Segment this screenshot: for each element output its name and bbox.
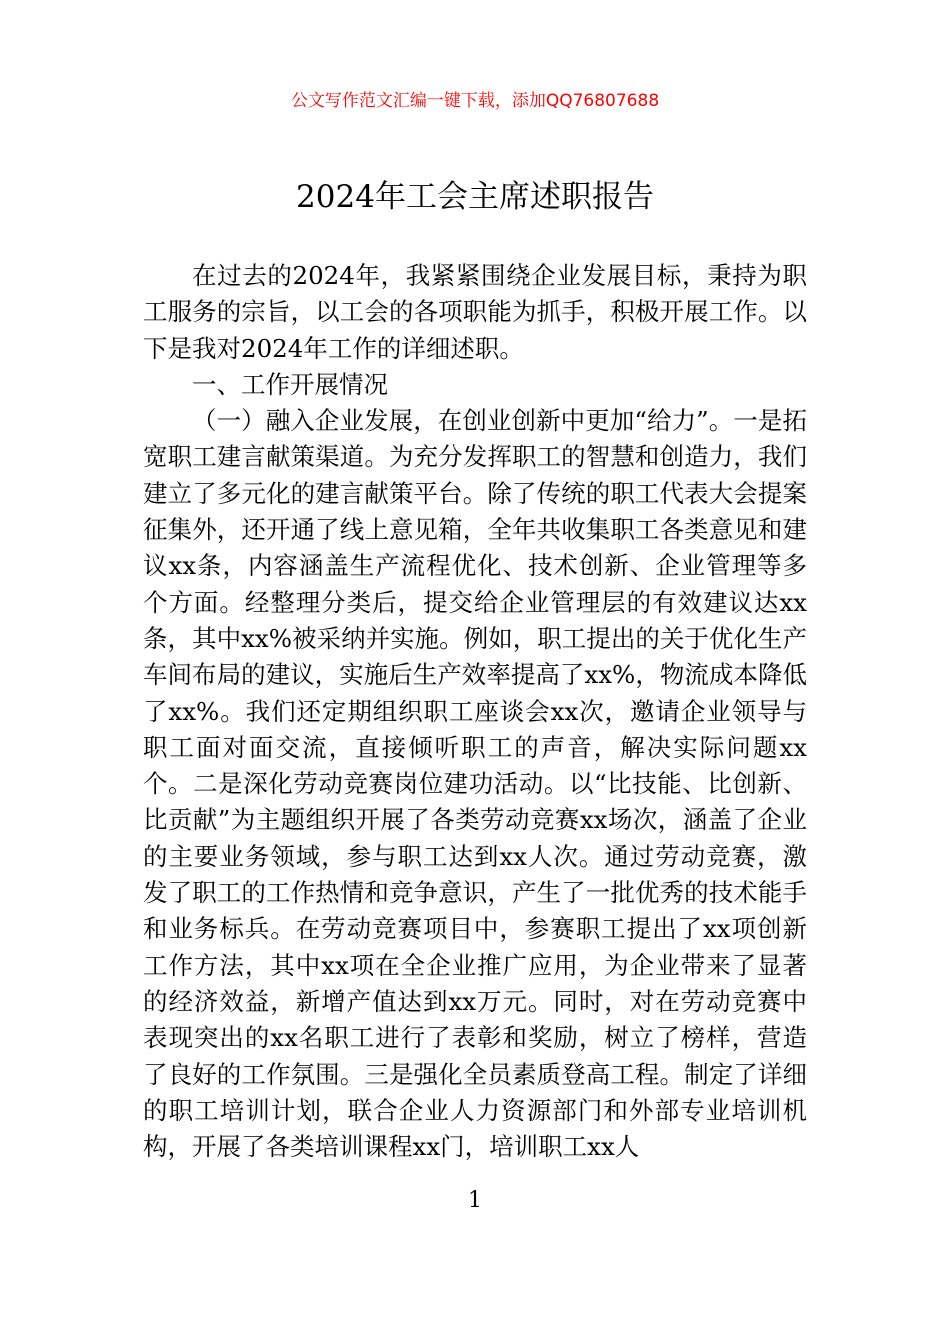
paragraph-intro: 在过去的2024年，我紧紧围绕企业发展目标，秉持为职工服务的宗旨，以工会的各项职能为抓手，积极开展工作。以下是我对2024年工作的详细述职。 (143, 261, 807, 363)
document-title: 2024年工会主席述职报告 (296, 179, 654, 215)
document-body (143, 258, 807, 1165)
page-number: 1 (468, 1188, 482, 1213)
download-notice: 公文写作范文汇编一键下载，添加QQ76807688 (290, 91, 660, 111)
section-heading: 一、工作开展情况 (192, 369, 388, 399)
paragraph-section-1: （一）融入企业发展，在创业创新中更加“给力”。一是拓宽职工建言献策渠道。为充分发挥职工的智慧和创造力，我们建立了多元化的建言献策平台。除了传统的职工代表大会提案征集外，还开通了线上意见箱，全年共收集职工各类意见和建议xx条，内容涵盖生产流程优化、技术创新、企业管理等多个方面。经整理分类后，提交给企业管理层的有效建议达xx条，其中xx%被采纳并实施。例如，职工提出的关于优化生产车间布局的建议，实施后生产效率提高了xx%，物流成本降低了xx%。我们还定期组织职工座谈会xx次，邀请企业领导与职工面对面交流，直接倾听职工的声音，解决实际问题xx个。二是深化劳动竞赛岗位建功活动。以“比技能、比创新、比贡献”为主题组织开展了各类劳动竞赛xx场次，涵盖了企业的主要业务领域，参与职工达到xx人次。通过劳动竞赛，激发了职工的工作热情和竞争意识，产生了一批优秀的技术能手和业务标兵。在劳动竞赛项目中，参赛职工提出了xx项创新工作方法，其中xx项在全企业推广应用，为企业带来了显著的经济效益，新增产值达到xx万元。同时，对在劳动竞赛中表现突出的xx名职工进行了表彰和奖励，树立了榜样，营造了良好的工作氛围。三是强化全员素质登高工程。制定了详细的职工培训计划，联合企业人力资源部门和外部专业培训机构，开展了各类培训课程xx门，培训职工xx人 (143, 406, 807, 1162)
